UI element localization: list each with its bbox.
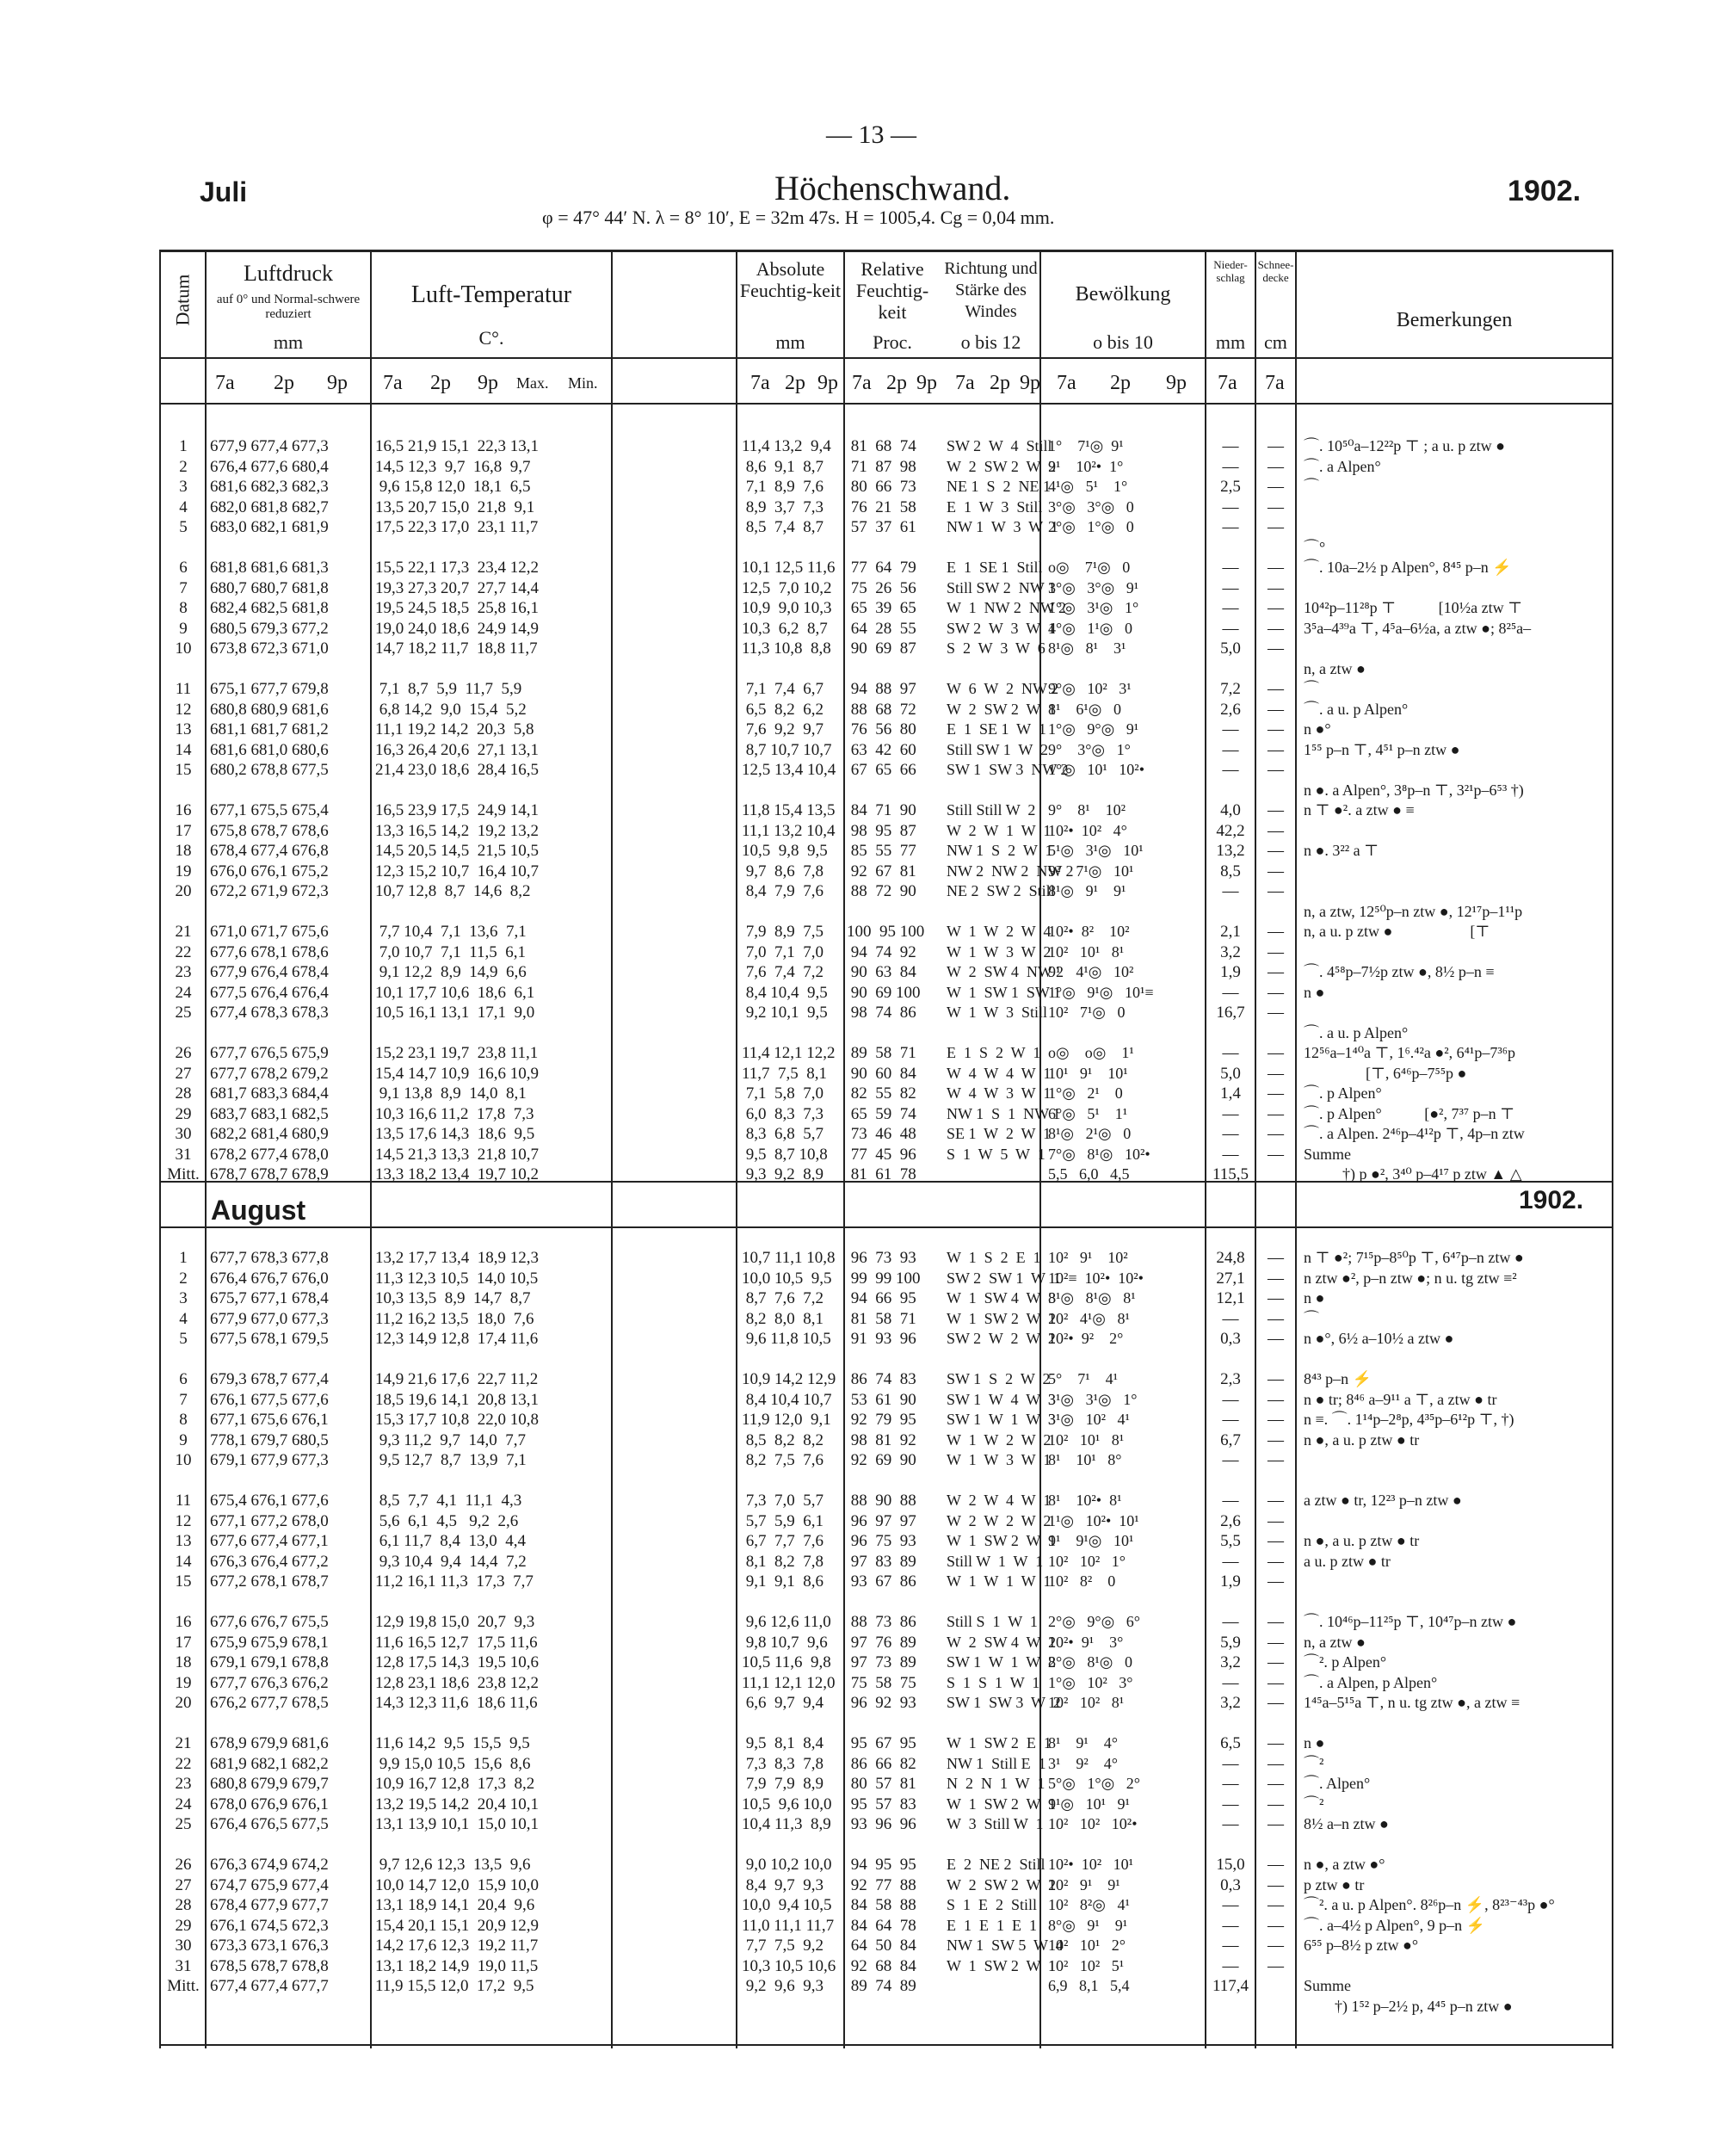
subheader-rel-7a: 7a bbox=[852, 372, 872, 394]
juli-rel: 81 68 74 71 87 98 80 66 73 76 21 58 57 37 61 77 64 79 75 26 56 65 39 65 64 28 55 90 69 87 94 88 97 88 68 72 76 56 80 63 42 60 67 65 66 84 71 90 98 95 87 85 55 77 92 67 81 88 72 90 100 95 100 94 74 92 90 63 84 90 69 100 98 74 86 89 58 71 90 60 84 82 55 82 65 59 74 73 46 48 77 45 96 81 61 78 bbox=[847, 437, 925, 1183]
august-top-rule bbox=[159, 1226, 1613, 1228]
august-nieder: 24,8 27,1 12,1 — 0,3 2,3 — — 6,7 — — 2,6 5,5 — 1,9 — 5,9 3,2 — 3,2 6,5 — — — — 15,0 0,3 — — — — 117,4 bbox=[1212, 1249, 1249, 1995]
juli-cloud: 1° 7¹◎ 9¹ 9¹ 10²• 1° 4¹◎ 5¹ 1° 3°◎ 3°◎ 0 2°◎ 1°◎ 0 o◎ 7¹◎ 0 3°◎ 3°◎ 9¹ 1°◎ 3¹◎ 1° 4°◎ 1¹◎ 0 8¹◎ 8¹ 3¹ 9°◎ 10² 3¹ 8¹ 6¹◎ 0 1°◎ 9°◎ 9¹ 9° 3°◎ 1° 1°◎ 10¹ 10²• 9° 8¹ 10² 10²• 10² 4° 5¹◎ 3¹◎ 10¹ 9² 7¹◎ 10¹ 8¹◎ 9¹ 9¹ 10²• 8² 10² 10² 10¹ 8¹ 9¹ 4¹◎ 10² 1°◎ 9¹◎ 10¹≡ 10² 7¹◎ 0 o◎ o◎ 1¹ 10¹ 9¹ 10¹ 1°◎ 2¹ 0 6°◎ 5¹ 1¹ 8¹◎ 2¹◎ 0 7°◎ 8¹◎ 10²• 5,5 6,0 4,5 bbox=[1048, 437, 1154, 1183]
juli-temp: 16,5 21,9 15,1 22,3 13,1 14,5 12,3 9,7 16,8 9,7 9,6 15,8 12,0 18,1 6,5 13,5 20,7 15,0 21,8 9,1 17,5 22,3 17,0 23,1 11,7 15,5 22,1 17,3 23,4 12,2 19,3 27,3 20,7 27,7 14,4 19,5 24,5 18,5 25,8 16,1 19,0 24,0 18,6 24,9 14,9 14,7 18,2 11,7 18,8 11,7 7,1 8,7 5,9 11,7 5,9 6,8 14,2 9,0 15,4 5,2 11,1 19,2 14,2 20,3 5,8 16,3 26,4 20,6 27,1 13,1 21,4 23,0 18,6 28,4 16,5 16,5 23,9 17,5 24,9 14,1 13,3 16,5 14,2 19,2 13,2 14,5 20,5 14,5 21,5 10,5 12,3 15,2 10,7 16,4 10,7 10,7 12,8 8,7 14,6 8,2 7,7 10,4 7,1 13,6 7,1 7,0 10,7 7,1 11,5 6,1 9,1 12,2 8,9 14,9 6,6 10,1 17,7 10,6 18,6 6,1 10,5 16,1 13,1 17,1 9,0 15,2 23,1 19,7 23,8 11,1 15,4 14,7 10,9 16,6 10,9 9,1 13,8 8,9 14,0 8,1 10,3 16,6 11,2 17,8 7,3 13,5 17,6 14,3 18,6 9,5 14,5 21,3 13,3 21,8 10,7 13,3 18,2 13,4 19,7 10,2 bbox=[375, 437, 539, 1183]
subheader-schnee-7a: 7a bbox=[1265, 372, 1285, 394]
subheader-temp-7a: 7a bbox=[383, 372, 403, 394]
subheader-cloud-7a: 7a bbox=[1057, 372, 1076, 394]
table-top-rule bbox=[159, 250, 1613, 252]
col-rule-datum bbox=[205, 250, 207, 2048]
year-label: 1902. bbox=[1508, 175, 1582, 207]
header-cloud: Bewölkung bbox=[1075, 283, 1171, 306]
subheader-wind-9p: 9p bbox=[1020, 372, 1040, 394]
coordinates-line: φ = 47° 44′ N. λ = 8° 10′, E = 32m 47s. H = 1005,4. Cg = 0,04 mm. bbox=[542, 207, 1055, 228]
august-wind: W 1 S 2 E 1 SW 2 SW 1 W 1 W 1 SW 4 W 3 W 1 SW 2 W 2 SW 2 W 2 W 2 SW 1 S 2 W 2 SW 1 W 4 W 3 SW 1 W 1 W 3 W 1 W 2 W 2 W 1 W 3 W 1 W 2 W 4 W 1 W 2 W 2 W 2 W 1 SW 2 W 1 Still W 1 W 1 W 1 W 1 W 1 Still S 1 W 1 W 2 SW 4 W 2 SW 1 W 1 W 2 S 1 S 1 W 1 SW 1 SW 3 W 2 W 1 SW 2 E 1 NW 1 Still E 1 N 2 N 1 W 1 W 1 SW 2 W 1 W 3 Still W 1 E 2 NE 2 Still W 2 SW 2 W 2 S 1 E 2 Still E 1 E 1 E 1 NW 1 SW 5 W 4 W 1 SW 2 W 1 bbox=[947, 1249, 1064, 1974]
header-nieder: Nieder-schlag bbox=[1213, 258, 1248, 284]
juli-days: 1 2 3 4 5 6 7 8 9 10 11 12 13 14 15 16 17 18 19 20 21 22 23 24 25 26 27 28 29 30 31 Mitt. bbox=[167, 437, 200, 1183]
header-bottom-rule bbox=[159, 403, 1613, 405]
header-cloud-range: o bis 10 bbox=[1093, 331, 1153, 353]
august-temp: 13,2 17,7 13,4 18,9 12,3 11,3 12,3 10,5 14,0 10,5 10,3 13,5 8,9 14,7 8,7 11,2 16,2 13,5 18,0 7,6 12,3 14,9 12,8 17,4 11,6 14,9 21,6 17,6 22,7 11,2 18,5 19,6 14,1 20,8 13,1 15,3 17,7 10,8 22,0 10,8 9,3 11,2 9,7 14,0 7,7 9,5 12,7 8,7 13,9 7,1 8,5 7,7 4,1 11,1 4,3 5,6 6,1 4,5 9,2 2,6 6,1 11,7 8,4 13,0 4,4 9,3 10,4 9,4 14,4 7,2 11,2 16,1 11,3 17,3 7,7 12,9 19,8 15,0 20,7 9,3 11,6 16,5 12,7 17,5 11,6 12,8 17,5 14,3 19,5 10,6 12,8 23,1 18,6 23,8 12,2 14,3 12,3 11,6 18,6 11,6 11,6 14,2 9,5 15,5 9,5 9,9 15,0 10,5 15,6 8,6 10,9 16,7 12,8 17,3 8,2 13,2 19,5 14,2 20,4 10,1 13,1 13,9 10,1 15,0 10,1 9,7 12,6 12,3 13,5 9,6 10,0 14,7 12,0 15,9 10,0 13,1 18,9 14,1 20,4 9,6 15,4 20,1 15,1 20,9 12,9 14,2 17,6 12,3 19,2 11,7 13,1 18,2 14,9 19,0 11,5 11,9 15,5 12,0 17,2 9,5 bbox=[375, 1249, 539, 1995]
header-luftdruck: Luftdruck bbox=[244, 261, 333, 286]
header-luftdruck-unit: mm bbox=[273, 331, 304, 353]
header-wind-range: o bis 12 bbox=[960, 331, 1021, 353]
col-rule-schnee bbox=[1295, 250, 1297, 2048]
juli-wind: SW 2 W 4 Still W 2 SW 2 W 2 NE 1 S 2 NE 1 E 1 W 3 Still NW 1 W 3 W 1 E 1 SE 1 Still Still SW 2 NW 1 W 1 NW 2 NW 2 SW 2 W 3 W 1 S 2 W 3 W 6 W 6 W 2 NW 2 W 2 SW 2 W 1 E 1 SE 1 W 1 Still SW 1 W 2 SW 1 SW 3 NW 2 Still Still W 2 W 2 W 1 W 1 NW 1 S 2 W 1 NW 2 NW 2 NW 2 NE 2 SW 2 Still W 1 W 2 W 4 W 1 W 3 W 2 W 2 SW 4 NW 2 W 1 SW 1 SW 1 W 1 W 3 Still E 1 S 2 W 1 W 4 W 4 W 1 W 4 W 3 W 1 NW 1 S 1 NW 1 SE 1 W 2 W 1 S 1 W 5 W 1 bbox=[947, 437, 1074, 1163]
col-rule-left bbox=[159, 250, 161, 2048]
table-bottom-rule bbox=[159, 2044, 1613, 2046]
header-rel-unit: Proc. bbox=[873, 331, 912, 353]
august-schnee: — — — — — — — — — — — — — — — — — — — — — — — — — — — — — — — bbox=[1268, 1249, 1284, 1975]
month-heading-august: August bbox=[211, 1195, 306, 1226]
subheader-druck-9p: 9p bbox=[327, 372, 348, 394]
subheader-abs-9p: 9p bbox=[817, 372, 838, 394]
header-abs: Absolute Feuchtig-keit bbox=[739, 258, 842, 301]
subheader-rel-2p: 2p bbox=[886, 372, 907, 394]
month-heading-juli: Juli bbox=[200, 176, 248, 207]
juli-abs: 11,4 13,2 9,4 8,6 9,1 8,7 7,1 8,9 7,6 8,9 3,7 7,3 8,5 7,4 8,7 10,1 12,5 11,6 12,5 7,0 10,2 10,9 9,0 10,3 10,3 6,2 8,7 11,3 10,8 8,8 7,1 7,4 6,7 6,5 8,2 6,2 7,6 9,2 9,7 8,7 10,7 10,7 12,5 13,4 10,4 11,8 15,4 13,5 11,1 13,2 10,4 10,5 9,8 9,5 9,7 8,6 7,8 8,4 7,9 7,6 7,9 8,9 7,5 7,0 7,1 7,0 7,6 7,4 7,2 8,4 10,4 9,5 9,2 10,1 9,5 11,4 12,1 12,2 11,7 7,5 8,1 7,1 5,8 7,0 6,0 8,3 7,3 8,3 6,8 5,7 9,5 8,7 10,8 9,3 9,2 8,9 bbox=[742, 437, 836, 1183]
subheader-nieder-7a: 7a bbox=[1218, 372, 1237, 394]
station-title: Höchenschwand. bbox=[774, 169, 1011, 207]
header-wind: Richtung und Stärke des Windes bbox=[944, 259, 1038, 321]
page-number: — 13 — bbox=[826, 120, 916, 149]
subheader-druck-2p: 2p bbox=[274, 372, 294, 394]
subheader-temp-max: Max. bbox=[516, 374, 549, 392]
year-label-august: 1902. bbox=[1519, 1186, 1584, 1214]
subheader-wind-2p: 2p bbox=[990, 372, 1010, 394]
august-remarks: n ⊤ ●²; 7¹⁵p–8⁵⁰p ⊤, 6⁴⁷p–n ztw ● n ztw ●², p–n ztw ●; n u. tg ztw ≡² n ● ⌒ n ●°, 6½ a–10½ a ztw ● 8⁴³ p–n ⚡ n ● tr; 8⁴⁶ a–9¹¹ a ⊤, a ztw ● tr n ≡. ⌒. 1¹⁴p–2⁸p, 4³⁵p–6¹²p ⊤, †) n ●, a u. p ztw ● tr a ztw ● tr, 12²³ p–n ztw ● n ●, a u. p ztw ● tr a u. p ztw ● tr ⌒. 10⁴⁶p–11²⁵p ⊤, 10⁴⁷p–n ztw ● n, a ztw ● ⌒². p Alpen° ⌒. a Alpen, p Alpen° 1⁴⁵a–5¹⁵a ⊤, n u. tg ztw ●, a ztw ≡ n ● ⌒² ⌒. Alpen° ⌒² 8½ a–n ztw ● n ●, a ztw ●° p ztw ● tr ⌒². a u. p Alpen°. 8²⁶p–n ⚡, 8²³⁻⁴³p ●° ⌒. a–4½ p Alpen°, 9 p–n ⚡ 6⁵⁵ p–8½ p ztw ●° Summe †) 1⁵² p–2½ p, 4⁴⁵ p–n ztw ● bbox=[1304, 1249, 1555, 2015]
header-temp: Luft-Temperatur bbox=[410, 281, 572, 308]
col-rule-temp bbox=[611, 250, 613, 2048]
august-rel: 96 73 93 99 99 100 94 66 95 81 58 71 91 93 96 86 74 83 53 61 90 92 79 95 98 81 92 92 69 90 88 90 88 96 97 97 96 75 93 97 83 89 93 67 86 88 73 86 97 76 89 97 73 89 75 58 75 96 92 93 95 67 95 86 66 82 80 57 81 95 57 83 93 96 96 94 95 95 92 77 88 84 58 88 84 64 78 64 50 84 92 68 84 89 74 89 bbox=[850, 1249, 921, 1995]
subheader-wind-7a: 7a bbox=[955, 372, 975, 394]
header-rel: Relative Feuchtig-keit bbox=[855, 258, 929, 323]
header-nieder-unit: mm bbox=[1215, 331, 1246, 353]
august-druck: 677,7 678,3 677,8 676,4 676,7 676,0 675,7 677,1 678,4 677,9 677,0 677,3 677,5 678,1 679,5 679,3 678,7 677,4 676,1 677,5 677,6 677,1 675,6 676,1 778,1 679,7 680,5 679,1 677,9 677,3 675,4 676,1 677,6 677,1 677,2 678,0 677,6 677,4 677,1 676,3 676,4 677,2 677,2 678,1 678,7 677,6 676,7 675,5 675,9 675,9 678,1 679,1 679,1 678,8 677,7 676,3 676,2 676,2 677,7 678,5 678,9 679,9 681,6 681,9 682,1 682,2 680,8 679,9 679,7 678,0 676,9 676,1 676,4 676,5 677,5 676,3 674,9 674,2 674,7 675,9 677,4 678,4 677,9 677,7 676,1 674,5 672,3 673,3 673,1 676,3 678,5 678,7 678,8 677,4 677,4 677,7 bbox=[210, 1249, 329, 1995]
subheader-druck-7a: 7a bbox=[215, 372, 235, 394]
subheader-cloud-9p: 9p bbox=[1166, 372, 1187, 394]
august-abs: 10,7 11,1 10,8 10,0 10,5 9,5 8,7 7,6 7,2 8,2 8,0 8,1 9,6 11,8 10,5 10,9 14,2 12,9 8,4 10,4 10,7 11,9 12,0 9,1 8,5 8,2 8,2 8,2 7,5 7,6 7,3 7,0 5,7 5,7 5,9 6,1 6,7 7,7 7,6 8,1 8,2 7,8 9,1 9,1 8,6 9,6 12,6 11,0 9,8 10,7 9,6 10,5 11,6 9,8 11,1 12,1 12,0 6,6 9,7 9,4 9,5 8,1 8,4 7,3 8,3 7,8 7,9 7,9 8,9 10,5 9,6 10,0 10,4 11,3 8,9 9,0 10,2 10,0 8,4 9,7 9,3 10,0 9,4 10,5 11,0 11,1 11,7 7,7 7,5 9,2 10,3 10,5 10,6 9,2 9,6 9,3 bbox=[742, 1249, 836, 1995]
col-rule-abs bbox=[736, 250, 737, 2048]
header-bemerkungen: Bemerkungen bbox=[1396, 309, 1513, 331]
subheader-temp-9p: 9p bbox=[478, 372, 498, 394]
juli-schnee: — — — — — — — — — — — — — — — — — — — — — — — — — — — — — — — bbox=[1268, 437, 1284, 1164]
august-cloud: 10² 9¹ 10² 10²≡ 10²• 10²• 8¹◎ 8¹◎ 8¹ 10² 4¹◎ 8¹ 10²• 9² 2° 5° 7¹ 4¹ 3¹◎ 3¹◎ 1° 3¹◎ 10² 4¹ 10² 10¹ 8¹ 8¹ 10¹ 8° 8¹ 10²• 8¹ 1¹◎ 10²• 10¹ 9¹ 9¹◎ 10¹ 10² 10² 1° 10² 8² 0 2°◎ 9°◎ 6° 10²• 9¹ 3° 8°◎ 8¹◎ 0 1°◎ 10² 3° 10² 10² 8¹ 8¹ 9¹ 4° 3¹ 9² 4° 5°◎ 1°◎ 2° 9¹◎ 10¹ 9¹ 10² 10² 10²• 10²• 10² 10¹ 10² 9¹ 9¹ 10² 8²◎ 4¹ 8°◎ 9¹ 9¹ 10² 10¹ 2° 10² 10² 5¹ 6,9 8,1 5,4 bbox=[1048, 1249, 1144, 1994]
header-schnee-unit: cm bbox=[1264, 331, 1287, 353]
col-rule-druck bbox=[370, 250, 372, 2048]
subheader-abs-7a: 7a bbox=[750, 372, 770, 394]
col-rule-rel bbox=[843, 250, 845, 2048]
juli-nieder: — — 2,5 — — — — — — 5,0 7,2 2,6 — — — 4,0 42,2 13,2 8,5 — 2,1 3,2 1,9 — 16,7 — 5,0 1,4 — — — 115,5 bbox=[1212, 437, 1249, 1183]
subheader-abs-2p: 2p bbox=[785, 372, 805, 394]
subheader-cloud-2p: 2p bbox=[1110, 372, 1131, 394]
header-datum: Datum bbox=[171, 274, 194, 326]
header-temp-unit: C°. bbox=[478, 327, 504, 349]
header-divider bbox=[159, 357, 1613, 359]
header-abs-unit: mm bbox=[775, 331, 805, 353]
subheader-rel-9p: 9p bbox=[916, 372, 937, 394]
august-days: 1 2 3 4 5 6 7 8 9 10 11 12 13 14 15 16 17 18 19 20 21 22 23 24 25 26 27 28 29 30 31 Mitt. bbox=[167, 1249, 200, 1995]
subheader-temp-2p: 2p bbox=[430, 372, 451, 394]
juli-remarks: ⌒. 10⁵⁰a–12²²p ⊤ ; a u. p ztw ● ⌒. a Alpen° ⌒ ⌒° ⌒. 10a–2½ p Alpen°, 8⁴⁵ p–n ⚡ 10⁴²p–11²⁸p ⊤ [10½a ztw ⊤ 3⁵a–4³⁹a ⊤, 4⁵a–6½a, a ztw ●; 8²⁵a– n, a ztw ● ⌒ ⌒. a u. p Alpen° n ●° 1⁵⁵ p–n ⊤, 4⁵¹ p–n ztw ● n ●. a Alpen°, 3⁸p–n ⊤, 3²¹p–6⁵³ †) n ⊤ ●². a ztw ● ≡ n ●. 3²² a ⊤ n, a ztw, 12⁵⁰p–n ztw ●, 12¹⁷p–1¹¹p n, a u. p ztw ● [⊤ ⌒. 4⁵⁸p–7½p ztw ●, 8½ p–n ≡ n ● ⌒. a u. p Alpen° 12⁵⁶a–1⁴⁰a ⊤, 1⁶.⁴²a ●², 6⁴¹p–7³⁶p [⊤, 6⁴⁶p–7⁵⁵p ● ⌒. p Alpen° ⌒. p Alpen° [●², 7³⁷ p–n ⊤ ⌒. a Alpen. 2⁴⁶p–4¹²p ⊤, 4p–n ztw Summe †) p ●², 3⁴⁰ p–4¹⁷ p ztw ▲ △ bbox=[1304, 437, 1532, 1183]
header-luftdruck-sub: auf 0° und Normal-schwere reduziert bbox=[216, 293, 361, 321]
juli-druck: 677,9 677,4 677,3 676,4 677,6 680,4 681,6 682,3 682,3 682,0 681,8 682,7 683,0 682,1 681,9 681,8 681,6 681,3 680,7 680,7 681,8 682,4 682,5 681,8 680,5 679,3 677,2 673,8 672,3 671,0 675,1 677,7 679,8 680,8 680,9 681,6 681,1 681,7 681,2 681,6 681,0 680,6 680,2 678,8 677,5 677,1 675,5 675,4 675,8 678,7 678,6 678,4 677,4 676,8 676,0 676,1 675,2 672,2 671,9 672,3 671,0 671,7 675,6 677,6 678,1 678,6 677,9 676,4 678,4 677,5 676,4 676,4 677,4 678,3 678,3 677,7 676,5 675,9 677,7 678,2 679,2 681,7 683,3 684,4 683,7 683,1 682,5 682,2 681,4 680,9 678,2 677,4 678,0 678,7 678,7 678,9 bbox=[210, 437, 329, 1183]
col-rule-right bbox=[1612, 250, 1613, 2048]
subheader-temp-min: Min. bbox=[568, 374, 598, 392]
header-schnee: Schnee-decke bbox=[1257, 258, 1294, 284]
